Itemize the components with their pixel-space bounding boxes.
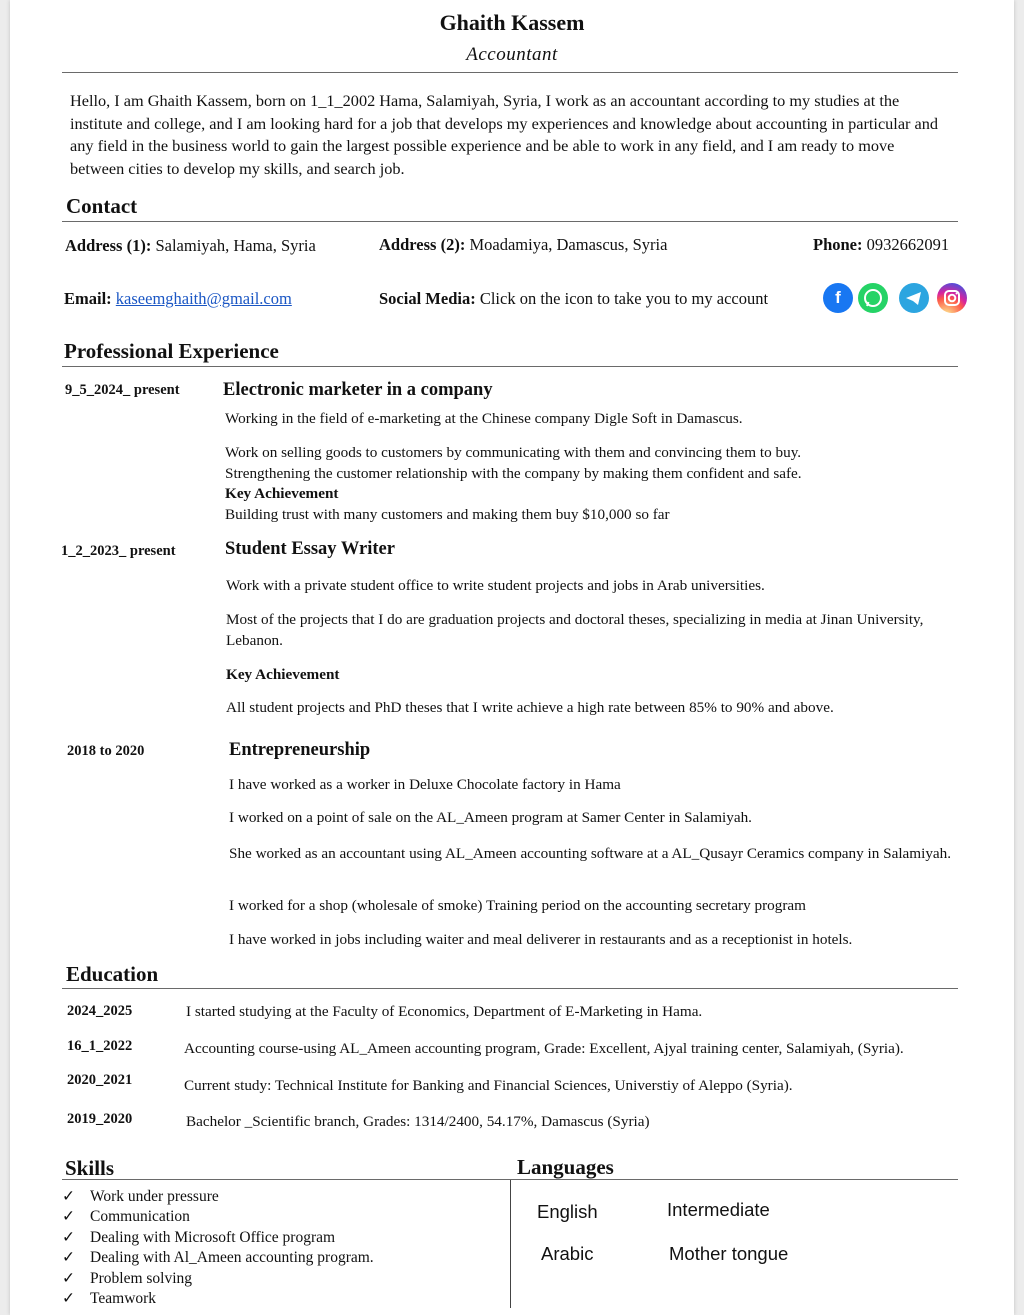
address2 <box>379 235 667 255</box>
skill-item: ✓ Teamwork <box>62 1290 157 1307</box>
education-date: 2024_2025 <box>67 1003 133 1019</box>
language-level: Mother tongue <box>669 1243 789 1264</box>
job-line: I worked for a shop (wholesale of smoke) Training period on the accounting secretary program <box>229 897 806 914</box>
skill-item: ✓ Work under pressure <box>62 1188 219 1205</box>
skill-item: ✓ Problem solving <box>62 1270 193 1287</box>
job-line: I have worked as a worker in Deluxe Chocolate factory in Hama <box>229 776 621 793</box>
education-date: 2019_2020 <box>67 1111 133 1127</box>
language-level: Intermediate <box>667 1199 770 1220</box>
address2-label: Address (2): <box>379 235 466 254</box>
social-text: Click on the icon to take you to my account <box>479 289 769 308</box>
skills-heading: Skills <box>65 1156 115 1180</box>
check-icon: ✓ <box>62 1249 75 1266</box>
skills-languages-separator <box>510 1180 511 1308</box>
job-line: I worked on a point of sale on the AL_Ameen program at Samer Center in Salamiyah. <box>229 809 752 826</box>
experience-heading: Professional Experience <box>64 339 279 363</box>
job-line: Most of the projects that I do are graduation projects and doctoral theses, specializing in media at Jinan University, Lebanon. <box>226 611 924 649</box>
email-link[interactable]: kaseemghaith@gmail.com <box>115 289 292 308</box>
facebook-icon[interactable]: f <box>823 283 853 313</box>
instagram-icon[interactable] <box>937 283 967 313</box>
telegram-icon[interactable] <box>899 283 929 313</box>
email <box>64 289 292 309</box>
header-divider <box>62 72 958 73</box>
cv-page <box>10 0 1014 1315</box>
address2-value: Moadamiya, Damascus, Syria <box>469 235 668 254</box>
check-icon: ✓ <box>62 1188 75 1205</box>
job-date: 2018 to 2020 <box>67 743 145 759</box>
candidate-title: Accountant <box>466 44 558 65</box>
key-achievement: Building trust with many customers and making them buy $10,000 so far <box>225 506 670 523</box>
whatsapp-icon[interactable] <box>858 283 888 313</box>
check-icon: ✓ <box>62 1290 75 1307</box>
job-line: Work with a private student office to write student projects and jobs in Arab universities. <box>226 577 765 594</box>
check-icon: ✓ <box>62 1229 75 1246</box>
job-date: 1_2_2023_ present <box>61 543 176 559</box>
email-label: Email: <box>64 289 112 308</box>
contact-divider <box>62 221 958 222</box>
candidate-name: Ghaith Kassem <box>439 10 585 35</box>
education-item: Current study: Technical Institute for Banking and Financial Sciences, Universtiy of Aleppo (Syria). <box>184 1077 793 1094</box>
key-achievement: All student projects and PhD theses that I write achieve a high rate between 85% to 90% and above. <box>226 699 834 716</box>
education-date: 16_1_2022 <box>67 1038 133 1054</box>
education-item: Bachelor _Scientific branch, Grades: 1314/2400, 54.17%, Damascus (Syria) <box>186 1113 650 1130</box>
phone <box>813 235 949 255</box>
job-line: Strengthening the customer relationship with the company by making them confident and safe. <box>225 465 802 482</box>
education-heading: Education <box>66 962 159 986</box>
check-icon: ✓ <box>62 1270 75 1287</box>
job-line: Working in the field of e-marketing at the Chinese company Digle Soft in Damascus. <box>225 410 743 427</box>
job-line: She worked as an accountant using AL_Ameen accounting software at a AL_Qusayr Ceramics company in Salamiyah. <box>229 845 952 862</box>
key-achievement-label: Key Achievement <box>226 666 340 683</box>
intro-paragraph: Hello, I am Ghaith Kassem, born on 1_1_2002 Hama, Salamiyah, Syria, I work as an accountant according to my studies at the institute and college, and I am looking hard for a job that develops my experiences and knowledge about accounting in particular and any field in the business world to gain the largest possible experience and be able to work in any field, and I am ready to move between cities to develop my skills, and search job. <box>70 91 939 178</box>
address1 <box>65 236 316 256</box>
address1-value: Salamiyah, Hama, Syria <box>155 236 316 255</box>
education-date: 2020_2021 <box>67 1072 133 1088</box>
language-name: English <box>537 1201 598 1222</box>
check-icon: ✓ <box>62 1208 75 1225</box>
education-item: I started studying at the Faculty of Economics, Department of E-Marketing in Hama. <box>186 1003 703 1020</box>
skill-item: ✓ Communication <box>62 1208 190 1225</box>
skill-item: ✓ Dealing with Microsoft Office program <box>62 1229 336 1246</box>
phone-value: 0932662091 <box>866 235 950 254</box>
job-title: Student Essay Writer <box>225 539 395 559</box>
language-name: Arabic <box>541 1243 594 1264</box>
job-date: 9_5_2024_ present <box>65 382 180 398</box>
experience-divider <box>62 366 958 367</box>
job-line: Work on selling goods to customers by communicating with them and convincing them to buy. <box>225 444 802 461</box>
languages-heading: Languages <box>517 1155 614 1179</box>
address1-label: Address (1): <box>65 236 152 255</box>
key-achievement-label: Key Achievement <box>225 485 339 502</box>
contact-heading: Contact <box>66 194 138 218</box>
phone-label: Phone: <box>813 235 863 254</box>
skill-item: ✓ Dealing with Al_Ameen accounting program. <box>62 1249 374 1266</box>
education-divider <box>62 988 958 989</box>
education-item: Accounting course-using AL_Ameen accounting program, Grade: Excellent, Ajyal training center, Salamiyah, (Syria). <box>184 1040 904 1057</box>
social-media <box>379 289 768 309</box>
job-title: Entrepreneurship <box>229 740 371 760</box>
job-line: I have worked in jobs including waiter and meal deliverer in restaurants and as a receptionist in hotels. <box>229 931 853 948</box>
social-label: Social Media: <box>379 289 476 308</box>
job-title: Electronic marketer in a company <box>223 380 493 400</box>
